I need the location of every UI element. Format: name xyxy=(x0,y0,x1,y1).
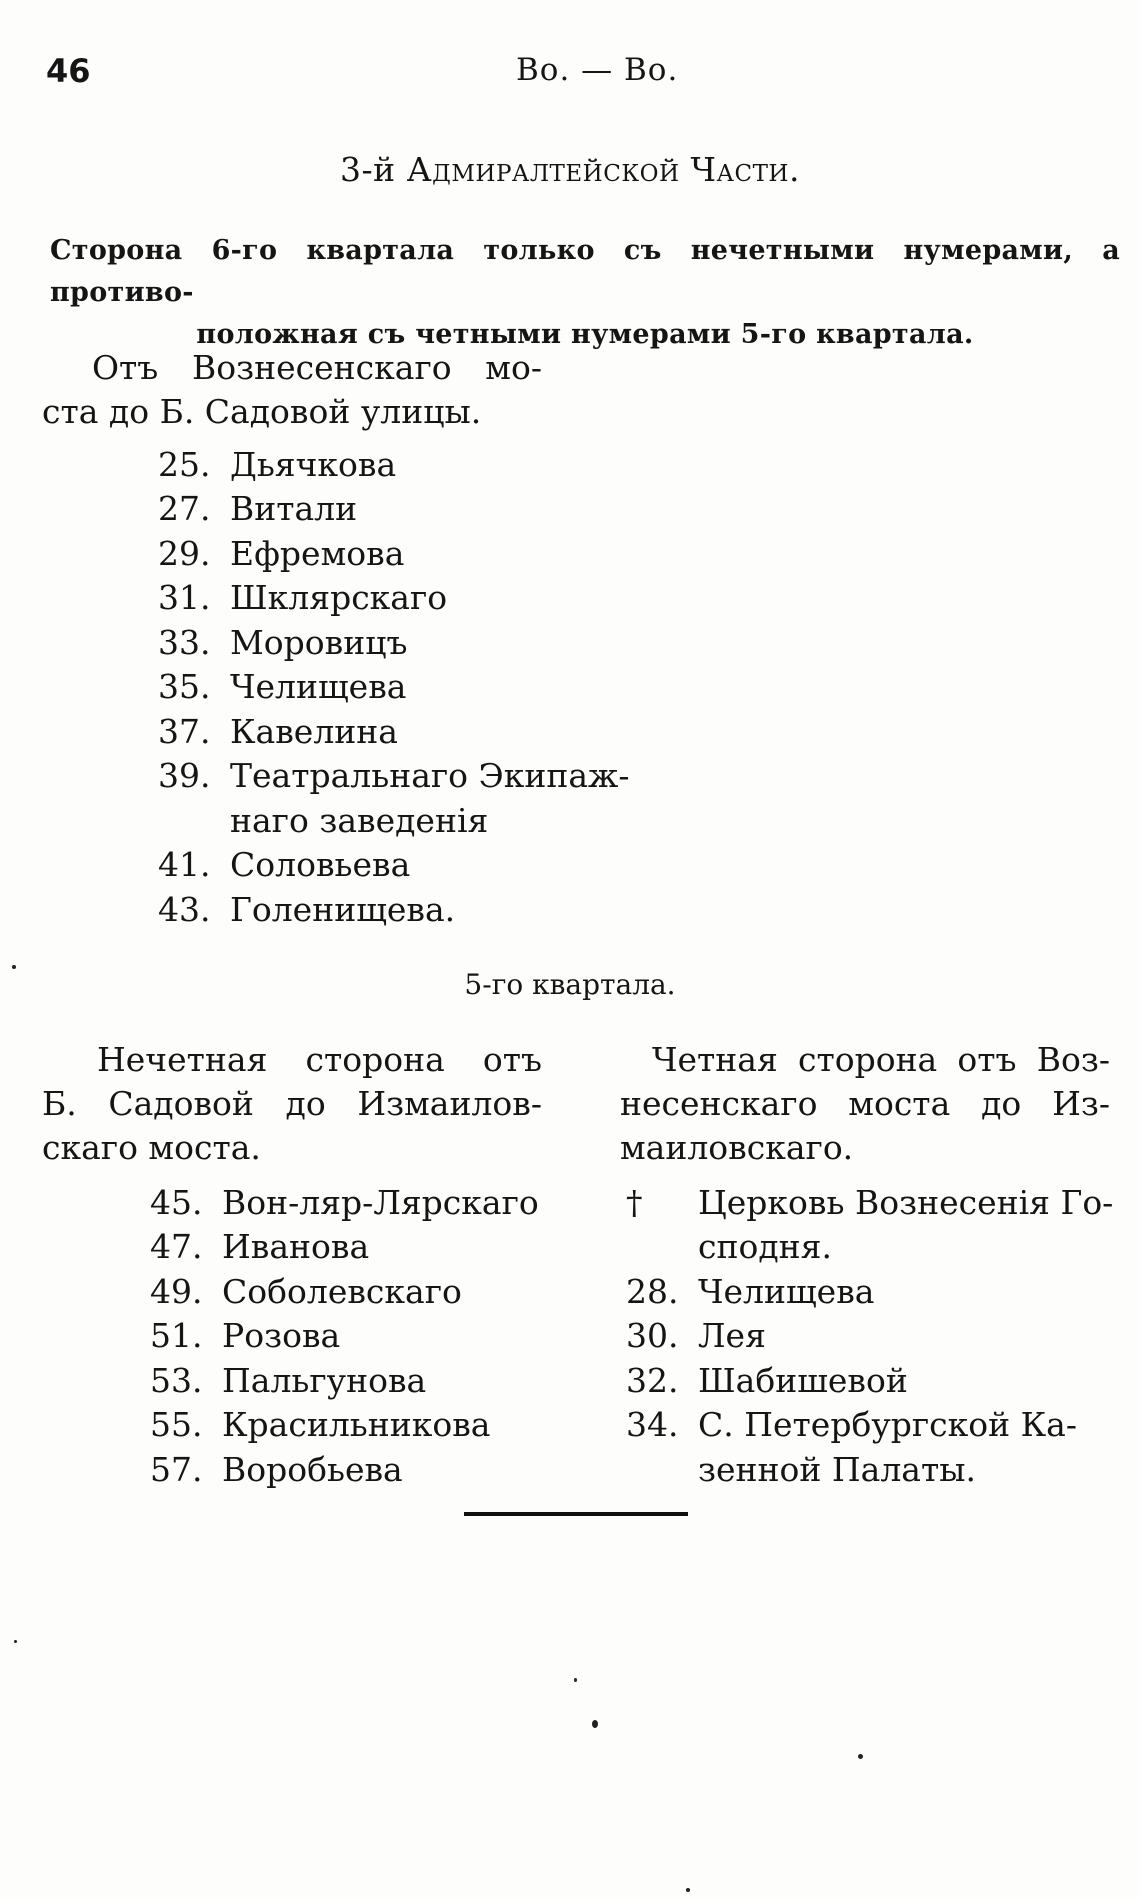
list-item xyxy=(150,1314,570,1359)
list-item xyxy=(158,709,658,754)
item-name: Соловьева xyxy=(230,845,411,885)
intro-line-1: Сторона 6-го квартала только съ нечетными нумерами, а противо- xyxy=(50,235,1120,308)
item-name: сподня. xyxy=(698,1227,832,1267)
item-number: 25. xyxy=(158,444,211,484)
church-cross-icon: † xyxy=(626,1182,643,1222)
item-number: 34. xyxy=(626,1405,679,1445)
item-number: 31. xyxy=(158,578,211,618)
odd-side-heading xyxy=(42,1038,542,1170)
list-item xyxy=(158,487,658,532)
scan-speck xyxy=(592,1720,598,1728)
item-number: 51. xyxy=(150,1316,203,1356)
item-name: Челищева xyxy=(230,667,407,707)
list-item xyxy=(150,1358,570,1403)
item-number: 29. xyxy=(158,533,211,573)
item-name: Воробьева xyxy=(222,1449,403,1489)
item-name: Иванова xyxy=(222,1227,370,1267)
even-heading-line-1: Четная сторона отъ Воз- xyxy=(652,1040,1110,1079)
part1-heading-line-1: Отъ Вознесенскаго мо- xyxy=(92,348,542,387)
item-name: Моровицъ xyxy=(230,622,408,662)
list-item xyxy=(150,1180,570,1225)
quarter5-title: 5-го квартала. xyxy=(464,968,676,1001)
item-name: Дьячкова xyxy=(230,444,397,484)
item-number: 53. xyxy=(150,1360,203,1400)
list-item xyxy=(158,754,658,799)
item-name: Вон-ляр-Лярскаго xyxy=(222,1182,539,1222)
item-name: Челищева xyxy=(698,1271,875,1311)
item-name: Лея xyxy=(698,1316,766,1356)
item-name: Шабишевой xyxy=(698,1360,908,1400)
item-name: зенной Палаты. xyxy=(698,1449,976,1489)
section-title-word1: Адмиралтейской xyxy=(406,150,680,189)
item-name: С. Петербургской Ка- xyxy=(698,1405,1077,1445)
section-title-prefix: 3-й xyxy=(340,150,396,189)
part1-heading xyxy=(42,346,542,434)
item-name: Голенищева. xyxy=(230,889,456,929)
even-heading-line-3: маиловскаго. xyxy=(620,1128,854,1167)
item-name: Витали xyxy=(230,489,358,529)
list-item xyxy=(150,1225,570,1270)
item-number: 27. xyxy=(158,489,211,529)
section-title-word2: Части. xyxy=(690,150,800,189)
list-item xyxy=(150,1447,570,1492)
item-name: Розова xyxy=(222,1316,341,1356)
odd-heading-line-3: скаго моста. xyxy=(42,1128,261,1167)
item-number: 43. xyxy=(158,889,211,929)
list-item xyxy=(158,576,658,621)
list-item-continuation xyxy=(626,1447,1116,1492)
item-number: 47. xyxy=(150,1227,203,1267)
list-item xyxy=(158,442,658,487)
closing-rule xyxy=(464,1512,688,1516)
intro-line-2: положная съ четными нумерами 5-го квартала. xyxy=(196,319,974,350)
list-item xyxy=(626,1403,1116,1448)
scan-speck xyxy=(14,1640,17,1643)
odd-heading-line-1: Нечетная сторона отъ xyxy=(97,1040,542,1079)
item-name: Кавелина xyxy=(230,711,398,751)
item-number: 57. xyxy=(150,1449,203,1489)
page-number: 46 xyxy=(46,52,91,90)
list-item xyxy=(626,1180,1116,1225)
even-heading-line-2: несенскаго моста до Из- xyxy=(620,1084,1110,1123)
item-name: Шклярскаго xyxy=(230,578,448,618)
odd-heading-line-2: Б. Садовой до Измаилов- xyxy=(42,1084,542,1123)
list-item xyxy=(150,1403,570,1448)
intro-paragraph xyxy=(50,230,1120,356)
list-item xyxy=(626,1358,1116,1403)
item-number: 45. xyxy=(150,1182,203,1222)
scan-speck xyxy=(686,1888,690,1892)
list-item-continuation xyxy=(158,798,658,843)
scan-speck xyxy=(12,965,16,969)
list-item xyxy=(626,1269,1116,1314)
item-number: 37. xyxy=(158,711,211,751)
even-side-heading xyxy=(620,1038,1110,1170)
item-name: Театральнаго Экипаж- xyxy=(230,756,630,796)
item-number: 41. xyxy=(158,845,211,885)
item-number: 32. xyxy=(626,1360,679,1400)
item-name: Ефремова xyxy=(230,533,405,573)
item-name: Соболевскаго xyxy=(222,1271,462,1311)
list-item xyxy=(150,1269,570,1314)
item-number: 55. xyxy=(150,1405,203,1445)
even-side-list xyxy=(626,1180,1116,1492)
item-number: 28. xyxy=(626,1271,679,1311)
item-number: 35. xyxy=(158,667,211,707)
part1-list xyxy=(158,442,658,932)
item-name: Красильникова xyxy=(222,1405,491,1445)
item-number: 33. xyxy=(158,622,211,662)
item-name: наго заведенія xyxy=(230,800,489,840)
item-name: Пальгунова xyxy=(222,1360,427,1400)
list-item xyxy=(158,531,658,576)
item-number: 39. xyxy=(158,756,211,796)
scan-speck xyxy=(858,1754,863,1759)
list-item xyxy=(158,887,658,932)
odd-side-list xyxy=(150,1180,570,1492)
item-number: 30. xyxy=(626,1316,679,1356)
list-item xyxy=(158,843,658,888)
scan-speck xyxy=(574,1678,577,1682)
list-item xyxy=(626,1314,1116,1359)
part1-heading-line-2: ста до Б. Садовой улицы. xyxy=(42,392,482,431)
item-number: 49. xyxy=(150,1271,203,1311)
list-item-continuation xyxy=(626,1225,1116,1270)
list-item xyxy=(158,665,658,710)
list-item xyxy=(158,620,658,665)
running-head: Во. — Во. xyxy=(516,52,679,88)
section-title xyxy=(0,150,1140,189)
item-name: Церковь Вознесенія Го- xyxy=(698,1182,1114,1222)
